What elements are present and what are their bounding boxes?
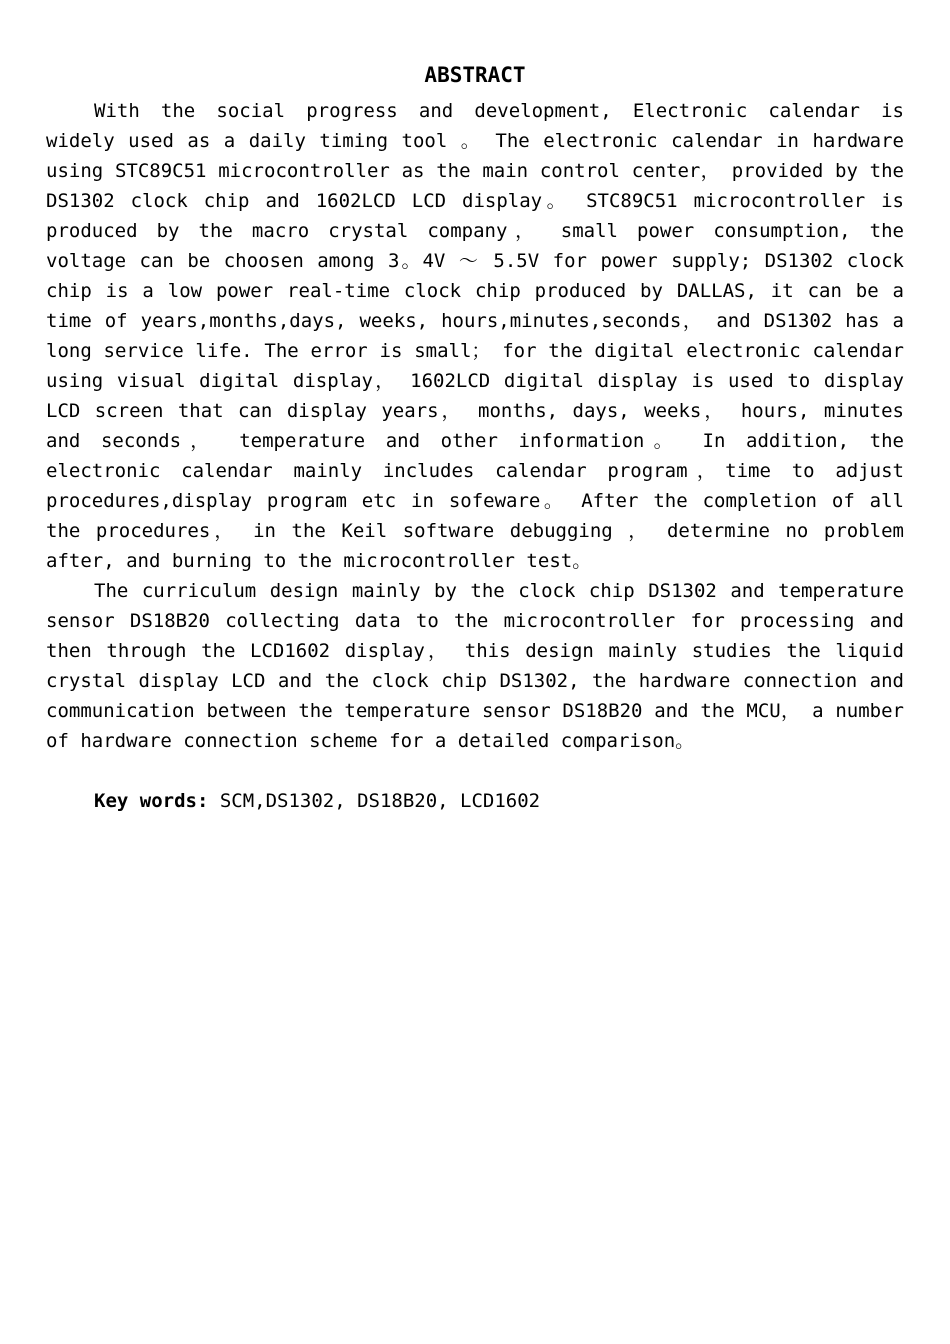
keywords-label: Key words: [94, 790, 209, 812]
abstract-paragraph-2: The curriculum design mainly by the clock chip DS1302 and temperature sensor DS18B20 collecting data to the microcontroller for processing and then through the LCD1602 display， this design mainly studies the liquid crystal display LCD and the clock chip DS1302, the hardware connection and communication between the temperature sensor DS18B20 and the MCU， a number of hardware connection scheme for a detailed comparison。 [46, 580, 904, 752]
abstract-page [46, 58, 904, 816]
abstract-paragraph-1: With the social progress and development, Electronic calendar is widely used as a daily timing tool 。 The electronic calendar in hardware using STC89C51 microcontroller as the main control center， provided by the DS1302 clock chip and 1602LCD LCD display。 STC89C51 microcontroller is produced by the macro crystal company， small power consumption, the voltage can be choosen among 3。4V ～ 5.5V for power supply; DS1302 clock chip is a low power real-time clock chip produced by DALLAS, it can be a time of years,months,days, weeks, hours,minutes,seconds， and DS1302 has a long service life. The error is small； for the digital electronic calendar using visual digital display， 1602LCD digital display is used to display LCD screen that can display years， months, days, weeks， hours, minutes and seconds， temperature and other information。 In addition, the electronic calendar mainly includes calendar program，time to adjust procedures,display program etc in sofeware。 After the completion of all the procedures， in the Keil software debugging ， determine no problem after, and burning to the microcontroller test。 [46, 100, 904, 572]
keywords-line [46, 786, 904, 816]
keywords-value: SCM,DS1302, DS18B20, LCD1602 [208, 790, 541, 812]
abstract-title: ABSTRACT [424, 63, 526, 87]
